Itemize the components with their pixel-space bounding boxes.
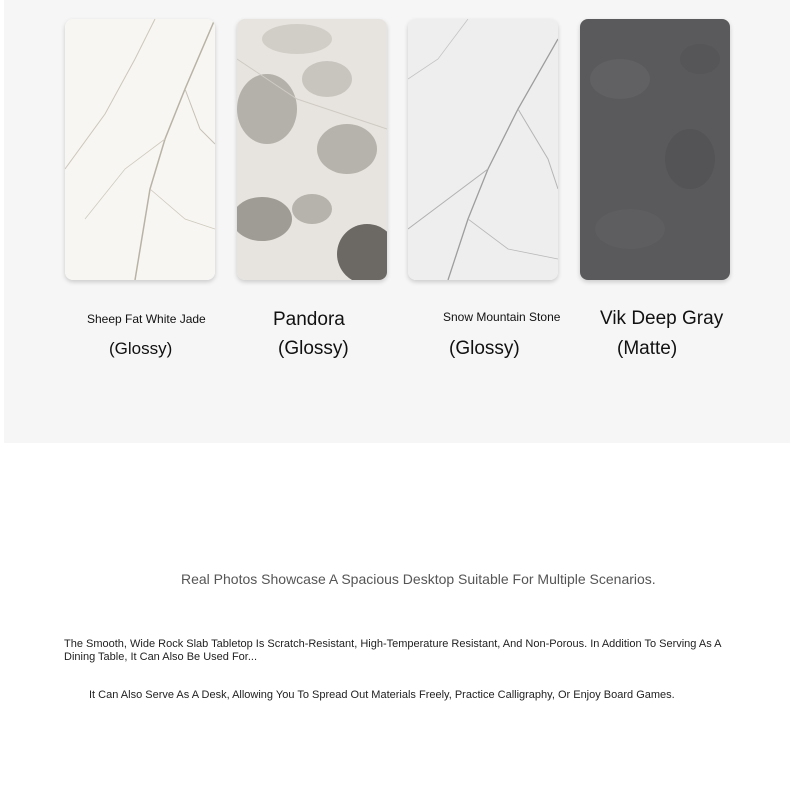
- material-name: Snow Mountain Stone: [443, 310, 561, 324]
- material-finish: (Glossy): [109, 339, 173, 358]
- material-finish: (Glossy): [278, 338, 349, 359]
- swatch-sheep-fat-white-jade: [65, 19, 215, 280]
- material-finish: (Matte): [617, 338, 678, 359]
- material-name: Vik Deep Gray: [600, 308, 724, 329]
- swatch-snow-mountain-stone: [408, 19, 558, 280]
- swatch-pandora: [237, 19, 387, 280]
- description-paragraph: The Smooth, Wide Rock Slab Tabletop Is Scratch-Resistant, High-Temperature Resistant, And Non-Porous. In Addition To Serving As A Dining Table, It Can Also Be Used For...: [64, 638, 721, 663]
- material-name: Pandora: [273, 309, 345, 330]
- swatch-vik-deep-gray: [580, 19, 730, 280]
- description-paragraph: It Can Also Serve As A Desk, Allowing You To Spread Out Materials Freely, Practice Calligraphy, Or Enjoy Board Games.: [89, 689, 675, 701]
- section-headline: Real Photos Showcase A Spacious Desktop Suitable For Multiple Scenarios.: [181, 571, 656, 587]
- material-finish: (Glossy): [449, 338, 520, 359]
- material-name: Sheep Fat White Jade: [87, 312, 206, 326]
